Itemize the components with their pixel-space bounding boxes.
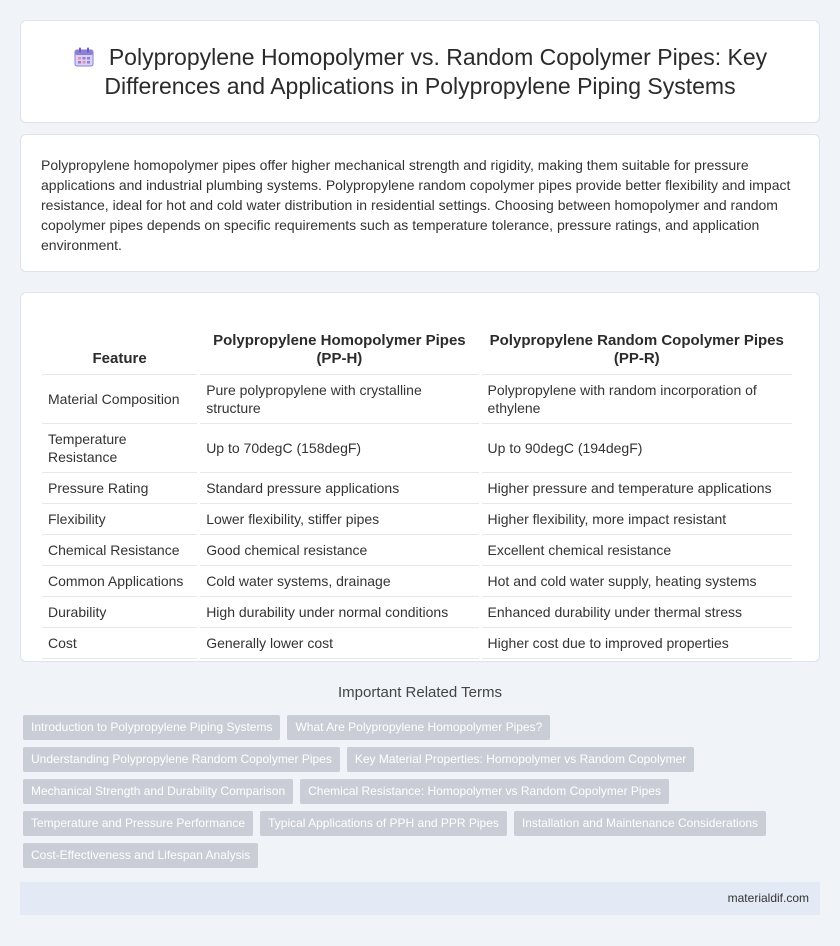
table-row xyxy=(42,628,792,659)
footer xyxy=(20,882,820,915)
table-cell: Good chemical resistance xyxy=(200,535,478,566)
table-cell: Cold water systems, drainage xyxy=(200,566,478,597)
calendar-icon xyxy=(73,46,95,68)
intro-paragraph: Polypropylene homopolymer pipes offer higher mechanical strength and rigidity, making them suitable for pressure applications and industrial plumbing systems. Polypropylene random copolymer pipes provide better flexibility and impact resistance, ideal for hot and cold water distribution in residential settings. Choosing between homopolymer and random copolymer pipes depends on specific requirements such as temperature tolerance, pressure ratings, and application environment. xyxy=(41,157,791,253)
table-cell: Higher pressure and temperature applications xyxy=(482,473,792,504)
related-term-tag[interactable]: Mechanical Strength and Durability Comparison xyxy=(23,779,293,804)
table-row xyxy=(42,535,792,566)
related-term-tag[interactable]: Temperature and Pressure Performance xyxy=(23,811,253,836)
related-term-tag[interactable]: Introduction to Polypropylene Piping Systems xyxy=(23,715,280,740)
table-cell: Common Applications xyxy=(42,566,197,597)
title-wrap xyxy=(50,43,790,101)
title-card xyxy=(20,20,820,123)
table-cell: Cost xyxy=(42,628,197,659)
table-row xyxy=(42,375,792,424)
table-header-row xyxy=(42,311,792,375)
table-row xyxy=(42,473,792,504)
table-row xyxy=(42,597,792,628)
table-cell: Hot and cold water supply, heating systems xyxy=(482,566,792,597)
table-cell: Polypropylene with random incorporation of ethylene xyxy=(482,375,792,424)
related-terms-tags xyxy=(23,715,813,875)
table-cell: Pressure Rating xyxy=(42,473,197,504)
column-header-pp-r: Polypropylene Random Copolymer Pipes (PP-R) xyxy=(482,311,792,375)
column-header-feature: Feature xyxy=(42,311,197,375)
table-row xyxy=(42,504,792,535)
comparison-table-card xyxy=(20,292,820,662)
column-header-pp-h: Polypropylene Homopolymer Pipes (PP-H) xyxy=(200,311,478,375)
table-cell: High durability under normal conditions xyxy=(200,597,478,628)
related-term-tag[interactable]: Understanding Polypropylene Random Copolymer Pipes xyxy=(23,747,340,772)
related-term-tag[interactable]: What Are Polypropylene Homopolymer Pipes? xyxy=(287,715,550,740)
related-term-tag[interactable]: Chemical Resistance: Homopolymer vs Random Copolymer Pipes xyxy=(300,779,669,804)
related-term-tag[interactable]: Cost-Effectiveness and Lifespan Analysis xyxy=(23,843,258,868)
table-cell: Higher flexibility, more impact resistant xyxy=(482,504,792,535)
table-row xyxy=(42,424,792,473)
table-cell: Generally lower cost xyxy=(200,628,478,659)
table-row xyxy=(42,566,792,597)
related-terms-title: Important Related Terms xyxy=(338,684,502,701)
table-cell: Material Composition xyxy=(42,375,197,424)
table-cell: Standard pressure applications xyxy=(200,473,478,504)
footer-site-link[interactable]: materialdif.com xyxy=(727,891,809,905)
table-cell: Durability xyxy=(42,597,197,628)
table-cell: Chemical Resistance xyxy=(42,535,197,566)
table-cell: Excellent chemical resistance xyxy=(482,535,792,566)
page-title: Polypropylene Homopolymer vs. Random Copolymer Pipes: Key Differences and Applications in Polypropylene Piping Systems xyxy=(104,43,768,99)
related-term-tag[interactable]: Key Material Properties: Homopolymer vs Random Copolymer xyxy=(347,747,694,772)
related-term-tag[interactable]: Installation and Maintenance Considerations xyxy=(514,811,766,836)
table-cell: Enhanced durability under thermal stress xyxy=(482,597,792,628)
table-cell: Up to 70degC (158degF) xyxy=(200,424,478,473)
table-cell: Lower flexibility, stiffer pipes xyxy=(200,504,478,535)
table-cell: Up to 90degC (194degF) xyxy=(482,424,792,473)
table-cell: Pure polypropylene with crystalline structure xyxy=(200,375,478,424)
intro-card xyxy=(20,134,820,272)
table-cell: Flexibility xyxy=(42,504,197,535)
related-term-tag[interactable]: Typical Applications of PPH and PPR Pipes xyxy=(260,811,507,836)
table-cell: Temperature Resistance xyxy=(42,424,197,473)
table-cell: Higher cost due to improved properties xyxy=(482,628,792,659)
comparison-table xyxy=(39,311,795,659)
